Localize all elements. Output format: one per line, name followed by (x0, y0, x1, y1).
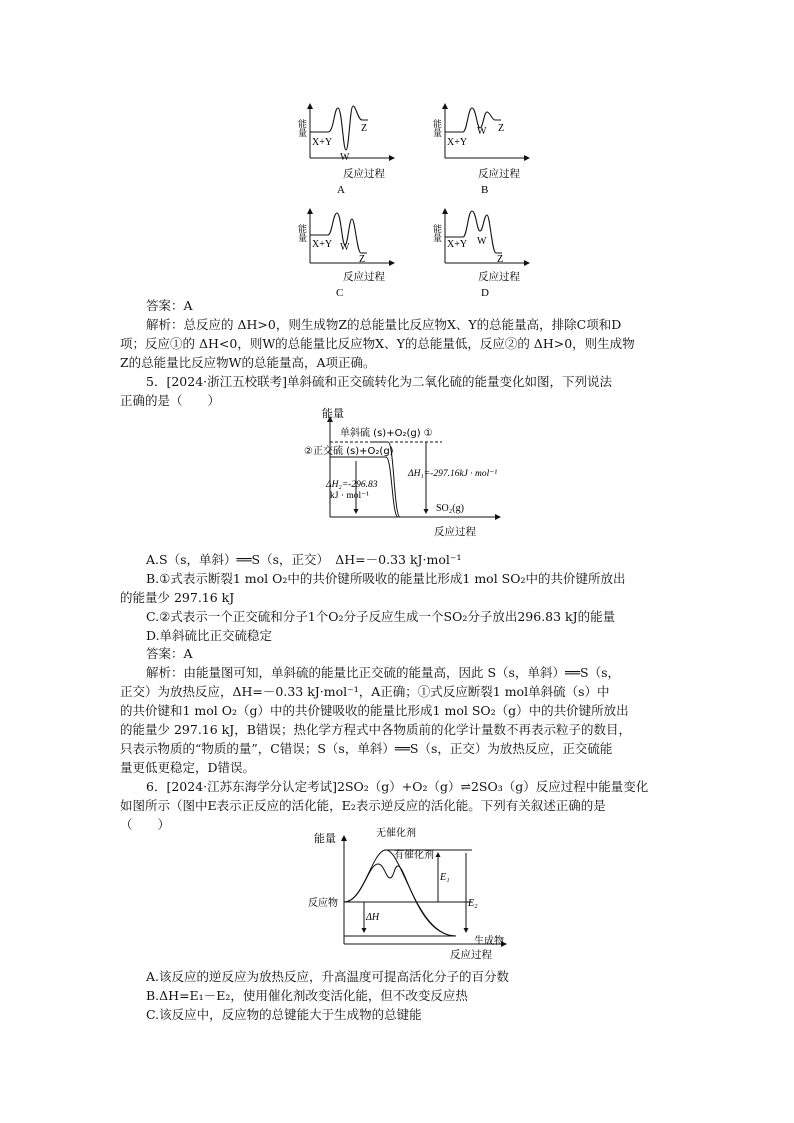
diagram-d-option: D (481, 287, 489, 299)
diagram-a-option: A (337, 184, 345, 196)
diagram-c-product: Z (359, 254, 366, 265)
q5-orthorhombic-label: ②正交硫 (s)+O₂(g) (304, 446, 394, 457)
q4-answer: 答案：A (146, 298, 193, 313)
q5-analysis-line: 的共价键和1 mol O₂（g）中的共价键吸收的能量比形成1 mol SO₂（g）中的共价键所放出 (120, 703, 629, 718)
diagram-d-reactant: X+Y (447, 239, 468, 250)
diagram-b-intermediate: W (477, 126, 487, 137)
q5-option-a: A.S（s，单斜）══S（s，正交） ΔH=－0.33 kJ·mol⁻¹ (146, 552, 462, 567)
diagram-b-ylabel: 能量 (431, 119, 441, 137)
q5-analysis-line: 正交）为放热反应，ΔH=－0.33 kJ·mol⁻¹，A正确；①式反应断裂1 mol单斜硫（s）中 (120, 684, 610, 699)
diagram-c-option: C (336, 287, 344, 299)
diagram-c-ylabel: 能量 (296, 224, 306, 242)
diagram-c-reactant: X+Y (312, 239, 333, 250)
q5-answer: 答案：A (146, 646, 193, 661)
diagram-b (445, 104, 529, 158)
diagram-c (310, 209, 394, 263)
q4-energy-diagrams (0, 0, 794, 300)
q6-e1-label: E₁ (440, 872, 450, 883)
q5-stem: 正确的是（ ） (120, 393, 221, 408)
q6-energy-diagram (306, 826, 546, 966)
diagram-d-xlabel: 反应过程 (478, 271, 520, 283)
diagram-a-reactant: X+Y (312, 137, 333, 148)
q5-analysis-line: 的能量少 297.16 kJ，B错误；热化学方程式中各物质前的化学计量数不再表示粒子的数目， (120, 722, 631, 737)
q5-stem: 5．[2024·浙江五校联考]单斜硫和正交硫转化为二氧化硫的能量变化如图，下列说法 (146, 374, 612, 389)
q6-option-a: A.该反应的逆反应为放热反应，升高温度可提高活化分子的百分数 (146, 969, 510, 984)
q5-monoclinic-label: 单斜硫 (s)+O₂(g) ① (340, 428, 433, 439)
diagram-d (445, 209, 529, 263)
diagram-c-intermediate: W (340, 242, 350, 253)
q5-dh2-unit: kJ · mol⁻¹ (330, 491, 370, 501)
q6-e2-label: E₂ (468, 898, 478, 909)
q6-ylabel: 能量 (314, 832, 336, 845)
q6-dh-label: ΔH (366, 912, 380, 923)
q6-option-b: B.ΔH=E₁－E₂，使用催化剂改变活化能，但不改变反应热 (146, 988, 468, 1003)
diagram-b-option: B (481, 184, 489, 196)
q6-product-label: 生成物 (474, 936, 504, 947)
diagram-a (310, 104, 394, 158)
q6-option-c: C.该反应中，反应物的总键能大于生成物的总键能 (146, 1007, 422, 1022)
q5-xlabel: 反应过程 (434, 526, 476, 538)
diagram-b-product: Z (498, 123, 505, 134)
diagram-d-ylabel: 能量 (431, 224, 441, 242)
q4-analysis-line: Z的总能量比反应物W的总能量高，A项正确。 (120, 355, 376, 370)
diagram-a-ylabel: 能量 (296, 119, 306, 137)
q5-analysis-line: 只表示物质的“物质的量”，C错误；S（s，单斜）══S（s，正交）为放热反应，正交硫能 (120, 741, 613, 756)
q6-xlabel: 反应过程 (450, 949, 492, 961)
diagram-a-xlabel: 反应过程 (343, 168, 385, 180)
q6-stem: 6．[2024·江苏东海学分认定考试]2SO₂（g）+O₂（g）⇌2SO₃（g）反应过程中能量变化 (146, 779, 649, 794)
diagram-d-product: Z (497, 254, 504, 265)
q5-ylabel: 能量 (322, 407, 344, 420)
diagram-b-reactant: X+Y (447, 137, 468, 148)
q5-analysis-line: 解析：由能量图可知，单斜硫的能量比正交硫的能量高，因此 S（s，单斜）══S（s， (146, 665, 620, 680)
q6-stem: 如图所示（图中E表示正反应的活化能，E₂表示逆反应的活化能。下列有关叙述正确的是 (120, 798, 606, 813)
diagram-a-product: Z (361, 123, 368, 134)
q4-analysis-line: 项；反应①的 ΔH<0，则W的总能量比反应物X、Y的总能量低，反应②的 ΔH>0，则生成物 (120, 336, 635, 351)
q5-option-c: C.②式表示一个正交硫和分子1个O₂分子反应生成一个SO₂分子放出296.83 kJ的能量 (146, 609, 616, 624)
q5-option-d: D.单斜硫比正交硫稳定 (146, 628, 273, 643)
q5-dh1-label: ΔH₁=-297.16kJ · mol⁻¹ (408, 469, 498, 479)
q6-catalyst-label: 有催化剂 (394, 850, 434, 861)
q6-no-catalyst-label: 无催化剂 (376, 828, 416, 839)
q5-product-label: SO₂(g) (436, 503, 464, 514)
q5-dh2-label: ΔH₂=-296.83 (326, 480, 378, 490)
q5-analysis-line: 量更低更稳定，D错误。 (120, 760, 256, 775)
q4-analysis-line: 解析：总反应的 ΔH>0，则生成物Z的总能量比反应物X、Y的总能量高，排除C项和D (146, 317, 622, 332)
q5-option-b: B.①式表示断裂1 mol O₂中的共价键所吸收的能量比形成1 mol SO₂中的共价键所放出 (146, 571, 626, 586)
diagram-d-intermediate: W (477, 236, 487, 247)
q6-stem: （ ） (120, 817, 171, 832)
diagram-a-intermediate: W (340, 152, 350, 163)
q5-option-b-cont: 的能量少 297.16 kJ (120, 590, 235, 605)
q5-energy-diagram (300, 405, 540, 545)
diagram-b-xlabel: 反应过程 (478, 168, 520, 180)
diagram-c-xlabel: 反应过程 (343, 271, 385, 283)
q6-reactant-label: 反应物 (308, 898, 338, 909)
